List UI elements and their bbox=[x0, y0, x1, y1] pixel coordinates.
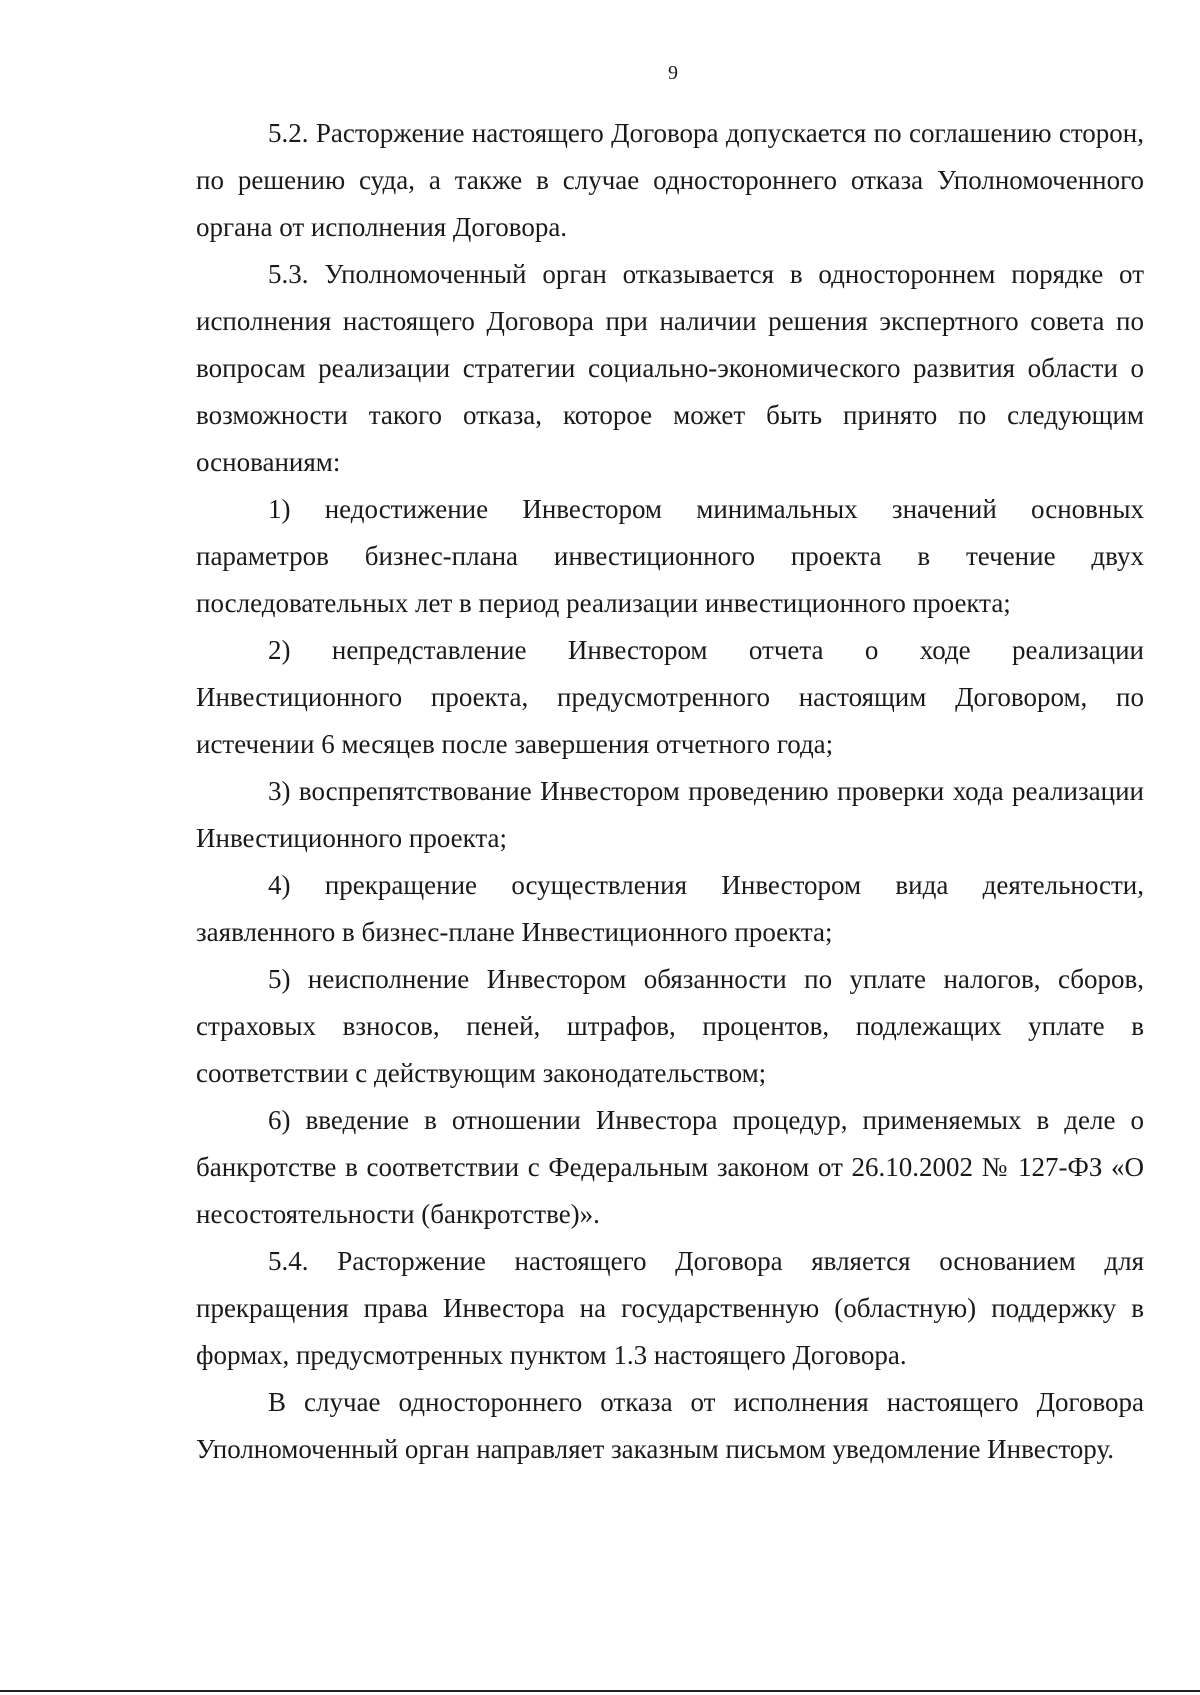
bottom-scan-edge bbox=[0, 1690, 1200, 1692]
list-item-3: 3) воспрепятствование Инвестором проведению проверки хода реализации Инвестиционного проекта; bbox=[196, 776, 1144, 853]
paragraph-5-4: 5.4. Расторжение настоящего Договора является основанием для прекращения права Инвестора на государственную (областную) поддержку в формах, предусмотренных пунктом 1.3 настоящего Договора. bbox=[196, 1246, 1144, 1370]
paragraph-5-3: 5.3. Уполномоченный орган отказывается в одностороннем порядке от исполнения настоящего Договора при наличии решения экспертного совета по вопросам реализации стратегии социально-экономического развития области о возможности такого отказа, которое может быть принято по следующим основаниям: bbox=[196, 259, 1144, 477]
document-body bbox=[196, 110, 1144, 1473]
paragraph-notification: В случае одностороннего отказа от исполнения настоящего Договора Уполномоченный орган направляет заказным письмом уведомление Инвестору. bbox=[196, 1387, 1144, 1464]
list-item-4: 4) прекращение осуществления Инвестором вида деятельности, заявленного в бизнес-плане Инвестиционного проекта; bbox=[196, 870, 1144, 947]
paragraph-5-2: 5.2. Расторжение настоящего Договора допускается по соглашению сторон, по решению суда, а также в случае одностороннего отказа Уполномоченного органа от исполнения Договора. bbox=[196, 118, 1144, 242]
list-item-2: 2) непредставление Инвестором отчета о ходе реализации Инвестиционного проекта, предусмотренного настоящим Договором, по истечении 6 месяцев после завершения отчетного года; bbox=[196, 635, 1144, 759]
list-item-1: 1) недостижение Инвестором минимальных значений основных параметров бизнес-плана инвестиционного проекта в течение двух последовательных лет в период реализации инвестиционного проекта; bbox=[196, 494, 1144, 618]
page-number: 9 bbox=[668, 62, 678, 84]
list-item-5: 5) неисполнение Инвестором обязанности по уплате налогов, сборов, страховых взносов, пеней, штрафов, процентов, подлежащих уплате в соответствии с действующим законодательством; bbox=[196, 964, 1144, 1088]
list-item-6: 6) введение в отношении Инвестора процедур, применяемых в деле о банкротстве в соответствии с Федеральным законом от 26.10.2002 № 127-ФЗ «О несостоятельности (банкротстве)». bbox=[196, 1105, 1144, 1229]
